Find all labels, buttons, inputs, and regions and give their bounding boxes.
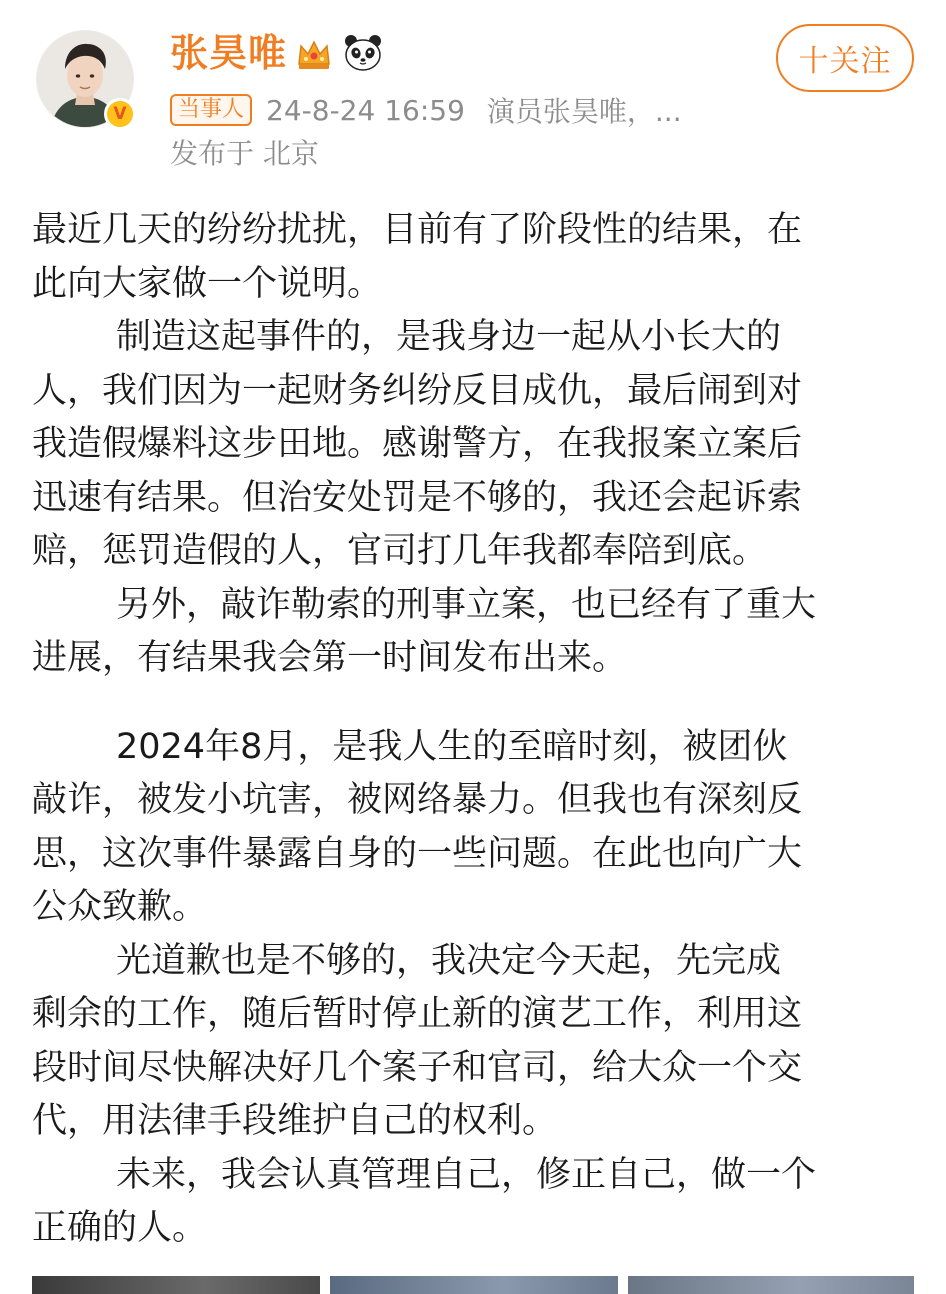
post-line: 思，这次事件暴露自身的一些问题。在此也向广大 [32, 833, 803, 874]
post-image-thumbnail[interactable] [628, 1276, 914, 1294]
post-line: 代，用法律手段维护自己的权利。 [32, 1101, 558, 1141]
paragraph-gap [32, 686, 912, 721]
crown-icon [294, 34, 334, 74]
post-image-thumbnail[interactable] [32, 1276, 320, 1294]
post-time: 24-8-24 16:59 [266, 93, 465, 127]
post-location: 发布于 北京 [170, 137, 319, 170]
post-line: 人，我们因为一起财务纠纷反目成仇，最后闹到对 [32, 370, 803, 411]
post-source[interactable]: 演员张昊唯，... [486, 95, 682, 128]
post-line: 此向大家做一个说明。 [32, 263, 383, 304]
verified-v-icon: V [104, 98, 136, 130]
post-header [0, 0, 946, 190]
post-line: 迅速有结果。但治安处罚是不够的，我还会起诉索 [32, 477, 803, 518]
party-tag: 当事人 [170, 94, 252, 126]
post-line: 敲诈，被发小坑害，被网络暴力。但我也有深刻反 [32, 780, 803, 820]
post-meta-row [170, 92, 682, 128]
post-line: 赔，惩罚造假的人，官司打几年我都奉陪到底。 [32, 531, 768, 571]
follow-button[interactable]: 十关注 [776, 24, 914, 92]
post-body [32, 204, 912, 1256]
author-name[interactable]: 张昊唯 [170, 31, 288, 75]
post-line: 公众致歉。 [32, 887, 208, 927]
post-line: 正确的人。 [32, 1208, 208, 1248]
post-line: 制造这起事件的，是我身边一起从小长大的 [116, 317, 782, 357]
post-image-thumbnail[interactable] [330, 1276, 618, 1294]
post-line: 未来，我会认真管理自己，修正自己，做一个 [116, 1154, 817, 1195]
post-image-strip [32, 1276, 914, 1294]
post-line: 光道歉也是不够的，我决定今天起，先完成 [116, 940, 782, 981]
post-line: 进展，有结果我会第一时间发布出来。 [32, 638, 628, 678]
post-line: 2024年8月，是我人生的至暗时刻，被团伙 [116, 726, 788, 767]
post-line: 剩余的工作，随后暂时停止新的演艺工作，利用这 [32, 994, 803, 1034]
post-line: 最近几天的纷纷扰扰，目前有了阶段性的结果，在 [32, 210, 803, 250]
post-line: 我造假爆料这步田地。感谢警方，在我报案立案后 [32, 424, 803, 464]
post-line: 段时间尽快解决好几个案子和官司，给大众一个交 [32, 1047, 803, 1088]
panda-icon [342, 32, 384, 74]
post-line: 另外，敲诈勒索的刑事立案，也已经有了重大 [116, 584, 817, 625]
